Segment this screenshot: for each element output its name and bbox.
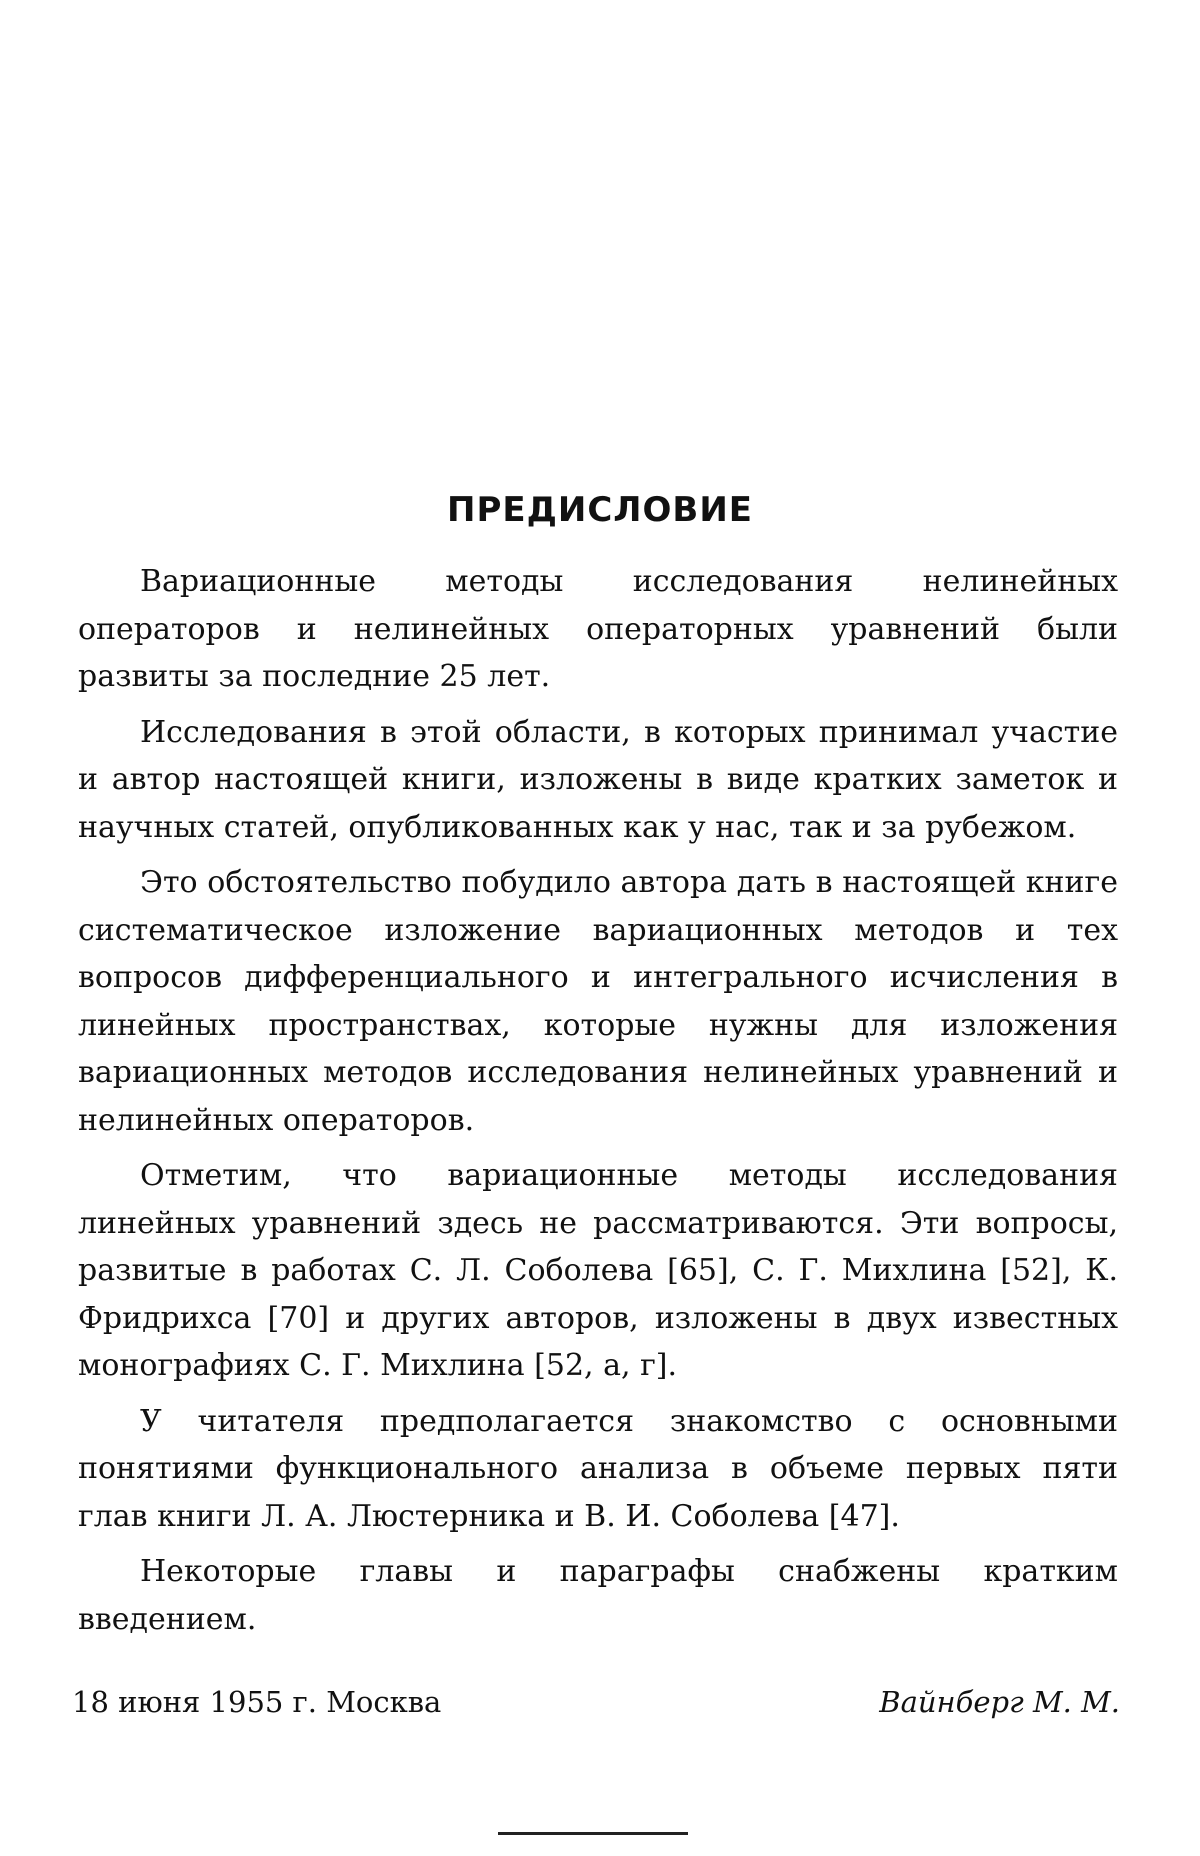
- preface-body: [78, 558, 1118, 1651]
- paragraph-3: Это обстоятельство побудило автора дать в настоящей книге систематическое изложение вариационных методов и тех вопросов дифференциального и интегрального исчисления в линейных пространствах, которые нужны для изложения вариационных методов исследования нелинейных уравнений и нелинейных операторов.: [78, 865, 1118, 1138]
- closing-rule: [498, 1832, 688, 1835]
- paragraph-6: Некоторые главы и параграфы снабжены кратким введением.: [78, 1554, 1118, 1637]
- date-place: 18 июня 1955 г. Москва: [72, 1685, 442, 1719]
- signature-line: [72, 1685, 1120, 1719]
- page-title: ПРЕДИСЛОВИЕ: [446, 490, 754, 530]
- paragraph-2: Исследования в этой области, в которых принимал участие и автор настоящей книги, изложены в виде кратких заметок и научных статей, опубликованных как у нас, так и за рубежом.: [78, 714, 1118, 845]
- paragraph-4: Отметим, что вариационные методы исследования линейных уравнений здесь не рассматриваются. Эти вопросы, развитые в работах С. Л. Соболева [65], С. Г. Михлина [52], К. Фридрихса [70] и других авторов, изложены в двух известных монографиях С. Г. Михлина [52, а, г].: [78, 1158, 1118, 1383]
- author-name: Вайнберг М. М.: [879, 1685, 1120, 1719]
- paragraph-5: У читателя предполагается знакомство с основными понятиями функционального анализа в объеме первых пяти глав книги Л. А. Люстерника и В. И. Соболева [47].: [78, 1403, 1118, 1534]
- paragraph-1: Вариационные методы исследования нелинейных операторов и нелинейных операторных уравнений были развиты за последние 25 лет.: [78, 564, 1118, 694]
